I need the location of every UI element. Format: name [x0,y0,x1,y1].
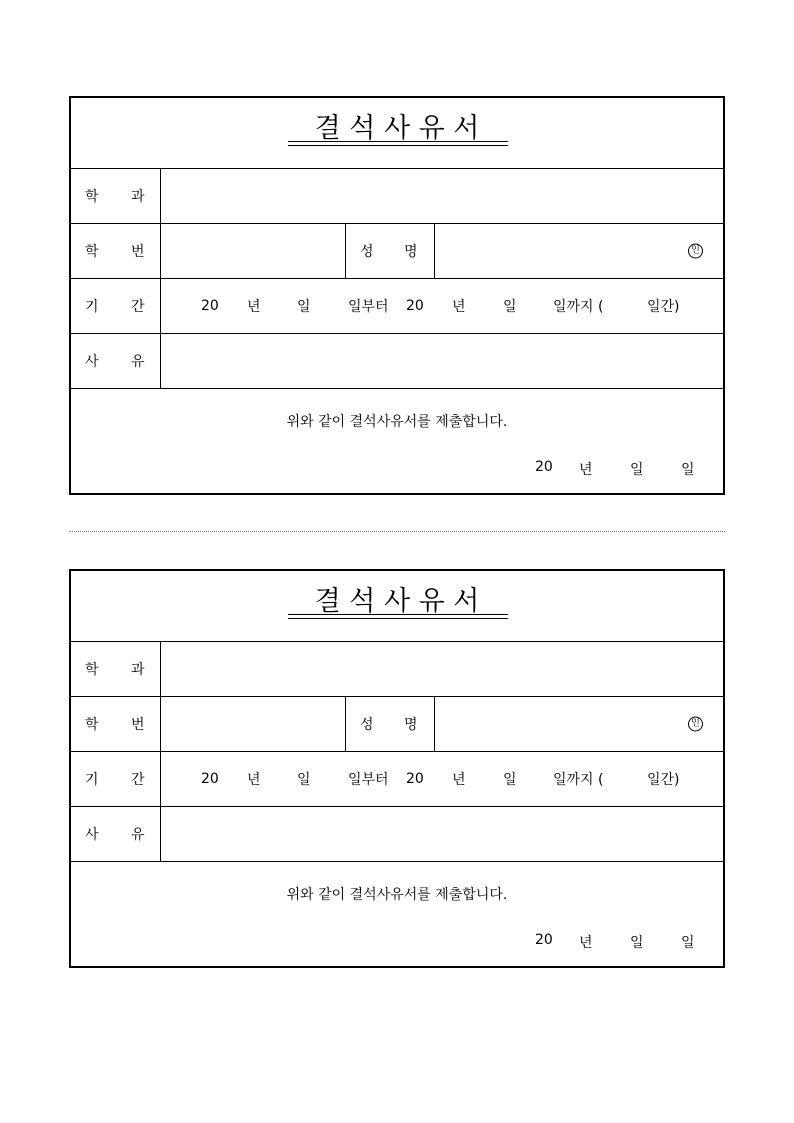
title-area [71,571,723,642]
date-year-prefix: 20 [535,932,553,948]
period-label: 기 간 [71,279,161,333]
department-row [71,642,723,697]
reason-row [71,334,723,389]
period-days-unit: 일간) [647,299,680,315]
reason-row [71,807,723,862]
period-end-day-unit: 일까지 ( [553,299,604,315]
period-start-year-unit: 년 [247,772,261,788]
date-year-unit: 년 [579,462,593,478]
department-row [71,169,723,224]
period-end-month-unit: 일 [503,299,517,315]
period-start-month-unit: 일 [297,299,311,315]
period-end-year-unit: 년 [452,299,466,315]
reason-label: 사 유 [71,334,161,388]
date-month-unit: 일 [630,935,644,951]
student-number-row [71,697,723,752]
submission-statement: 위와 같이 결석사유서를 제출합니다. [286,414,508,430]
period-row [71,279,723,334]
student-number-label: 학 번 [71,224,161,278]
period-start-day-unit: 일부터 [348,772,389,788]
period-end-day-unit: 일까지 ( [553,772,604,788]
date-day-unit: 일 [681,935,695,951]
date-day-unit: 일 [681,462,695,478]
form-title: 결 석 사 유 서 [314,586,480,617]
period-start-month-unit: 일 [297,772,311,788]
date-month-unit: 일 [630,462,644,478]
reason-label: 사 유 [71,807,161,861]
title-area [71,98,723,169]
name-label: 성 명 [345,224,435,278]
period-start-year-unit: 년 [247,299,261,315]
period-row [71,752,723,807]
period-end-year-unit: 년 [452,772,466,788]
cut-line-divider [69,531,725,532]
period-start-year-prefix: 20 [201,298,219,314]
department-label: 학 과 [71,169,161,223]
absence-form-top [69,96,725,495]
submission-statement: 위와 같이 결석사유서를 제출합니다. [286,887,508,903]
absence-form-bottom [69,569,725,968]
date-year-prefix: 20 [535,459,553,475]
name-label: 성 명 [345,697,435,751]
student-number-label: 학 번 [71,697,161,751]
period-start-day-unit: 일부터 [348,299,389,315]
form-title: 결 석 사 유 서 [314,113,480,144]
department-label: 학 과 [71,642,161,696]
period-end-month-unit: 일 [503,772,517,788]
title-double-underline [288,614,508,619]
seal-icon: 인 [688,717,703,732]
period-label: 기 간 [71,752,161,806]
period-days-unit: 일간) [647,772,680,788]
student-number-row [71,224,723,279]
title-double-underline [288,141,508,146]
date-year-unit: 년 [579,935,593,951]
period-end-year-prefix: 20 [406,771,424,787]
seal-icon: 인 [688,244,703,259]
period-start-year-prefix: 20 [201,771,219,787]
period-end-year-prefix: 20 [406,298,424,314]
